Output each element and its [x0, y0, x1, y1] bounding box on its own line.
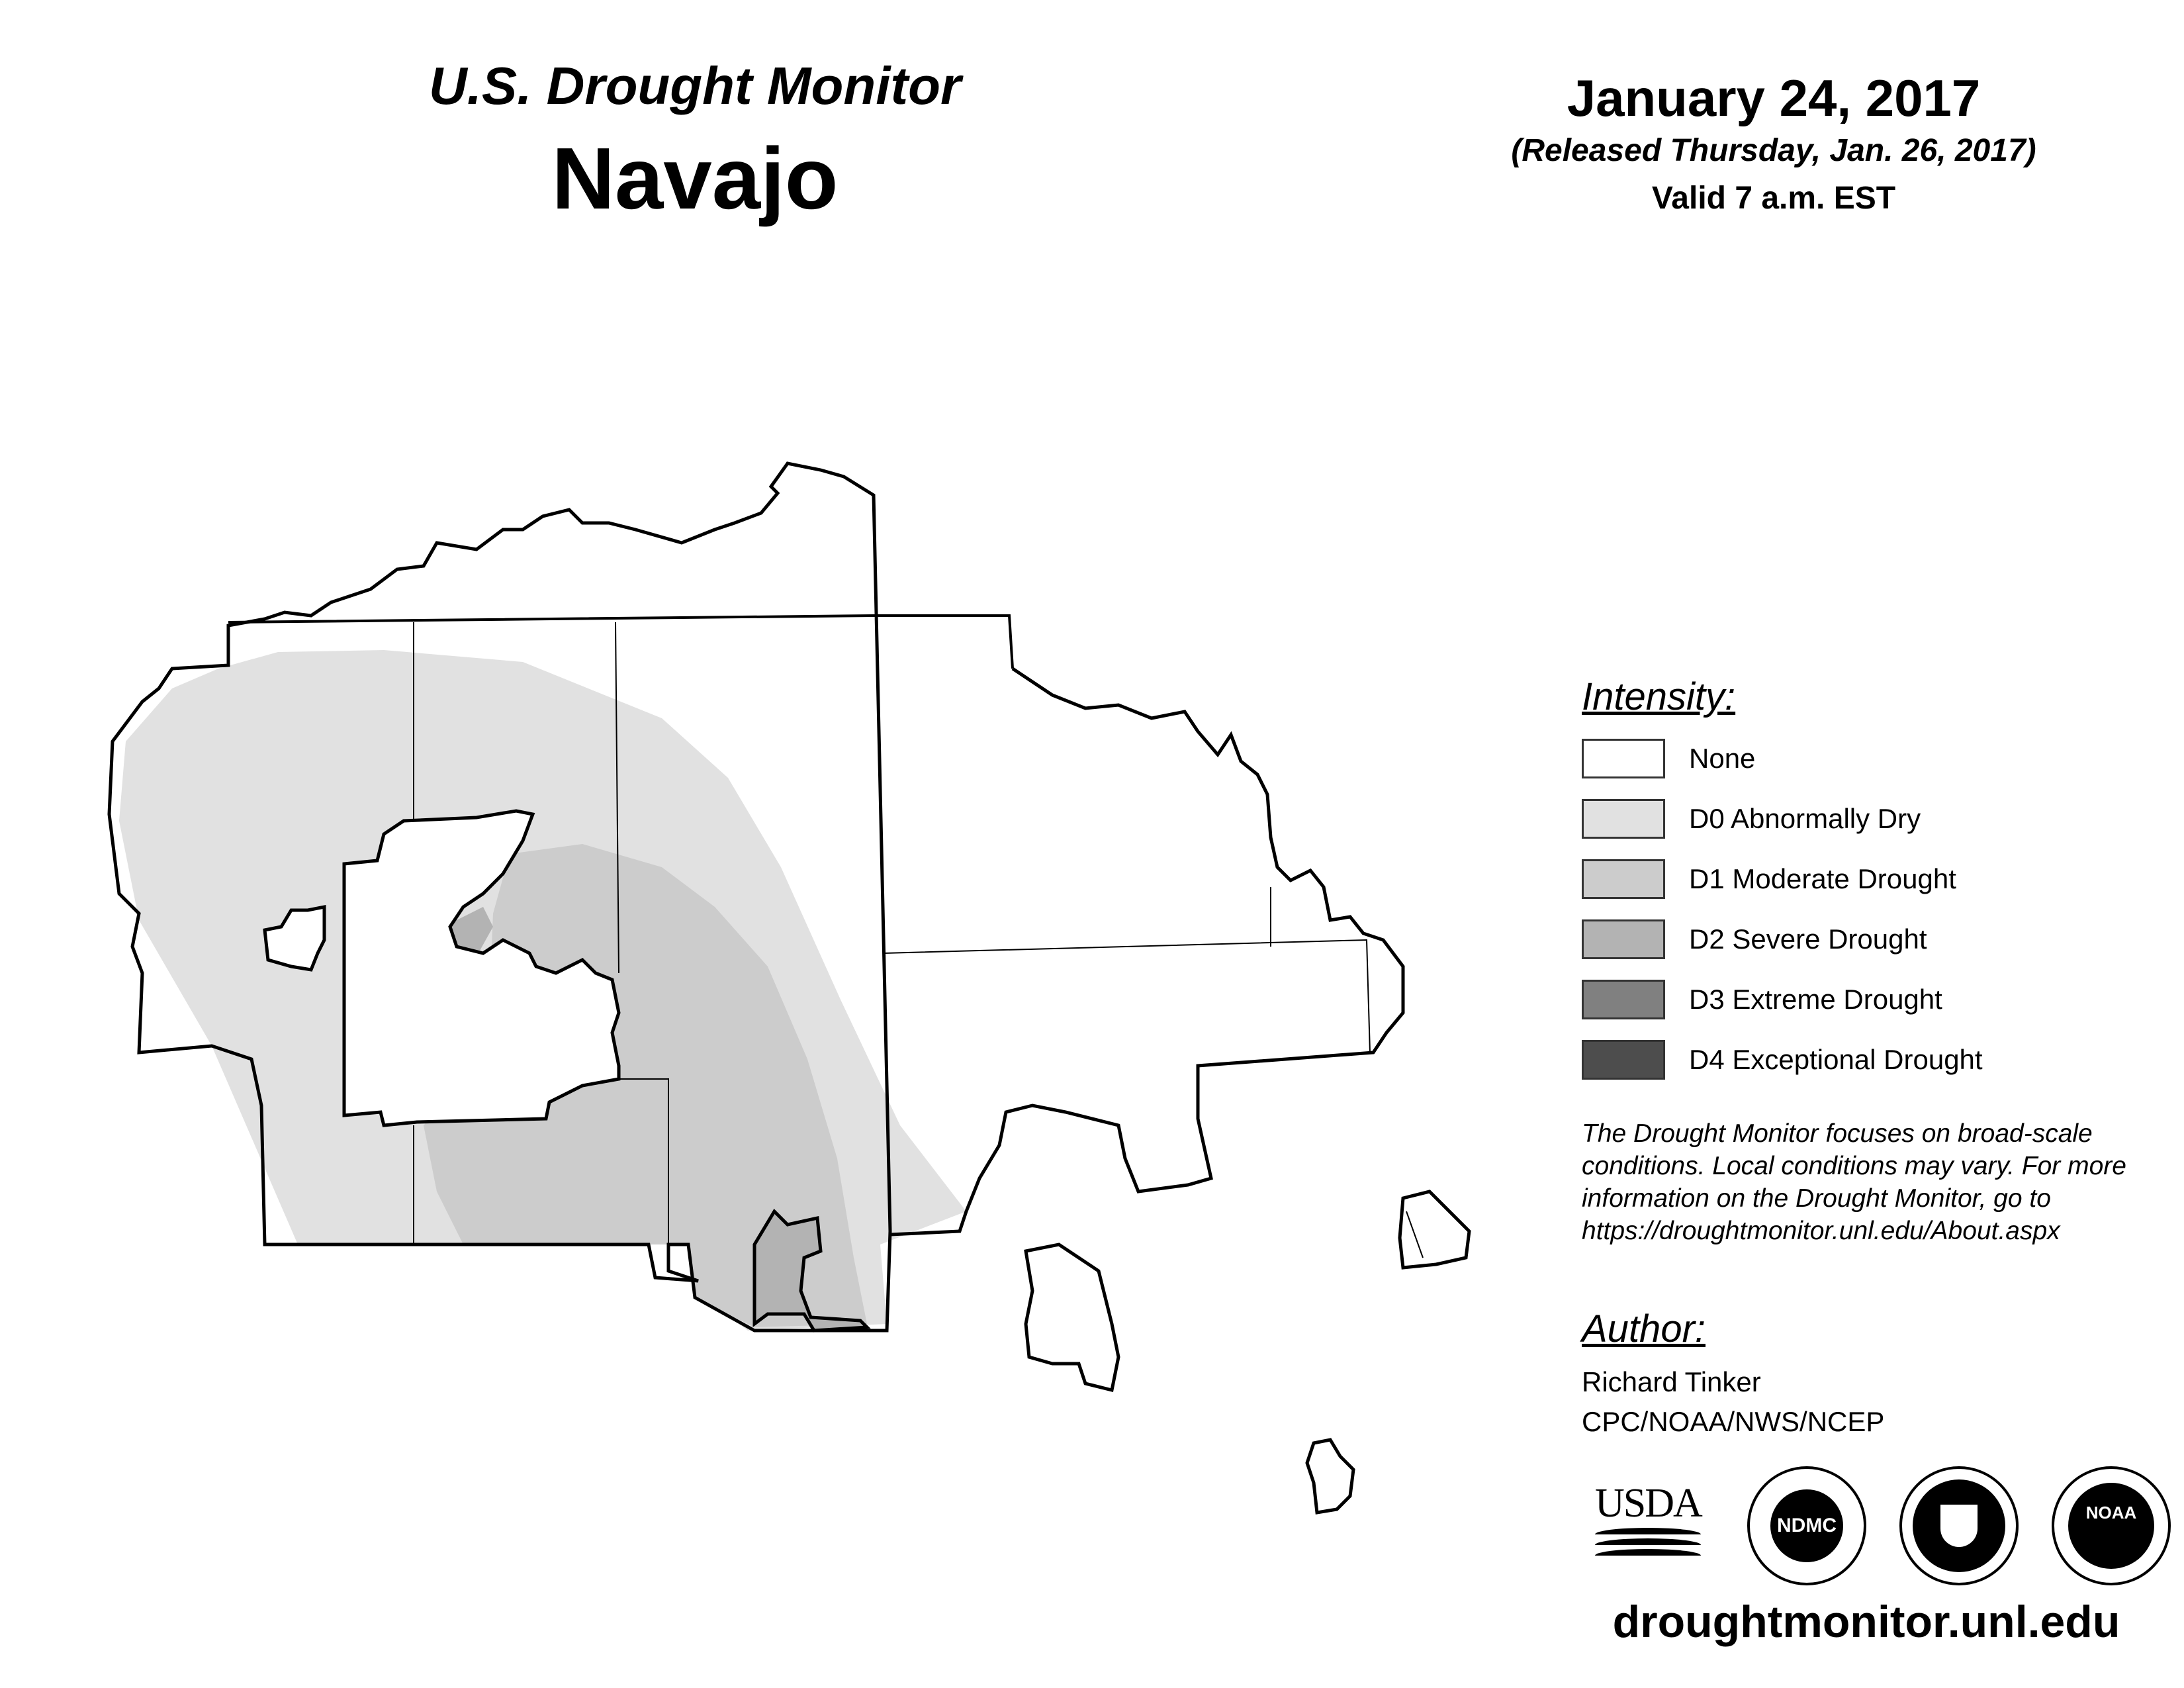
legend-label: D4 Exceptional Drought	[1689, 1044, 1983, 1075]
legend-item-d2	[1582, 916, 2164, 962]
disclaimer-line: The Drought Monitor focuses on broad-scale	[1582, 1119, 2093, 1148]
title-block	[199, 53, 1191, 232]
island-southeast	[1307, 1440, 1353, 1513]
disclaimer	[1582, 1117, 2177, 1247]
date-block	[1469, 66, 2078, 225]
disclaimer-link[interactable]: https://droughtmonitor.unl.edu/About.aspx	[1582, 1217, 2060, 1245]
website-link[interactable]: droughtmonitor.unl.edu	[1612, 1597, 2120, 1647]
eagle-shield-icon	[1913, 1479, 2005, 1572]
legend-label: D3 Extreme Drought	[1689, 984, 1942, 1015]
author-agency: CPC/NOAA/NWS/NCEP	[1582, 1406, 1885, 1437]
legend-item-d4	[1582, 1037, 2164, 1083]
legend-swatch	[1582, 739, 1665, 778]
intensity-legend	[1582, 672, 2164, 1097]
legend-label: D1 Moderate Drought	[1689, 863, 1956, 894]
disclaimer-line: information on the Drought Monitor, go to	[1582, 1184, 2051, 1213]
legend-item-none	[1582, 735, 2164, 782]
disclaimer-line: conditions. Local conditions may vary. For more	[1582, 1152, 2126, 1180]
author-block	[1582, 1304, 2164, 1442]
legend-item-d0	[1582, 796, 2164, 842]
island-northeast	[1400, 1192, 1469, 1268]
legend-swatch	[1582, 859, 1665, 899]
island-northeast-line	[1406, 1211, 1423, 1258]
legend-swatch	[1582, 980, 1665, 1019]
map-supertitle: U.S. Drought Monitor	[428, 56, 962, 115]
ndmc-logo-text: NDMC	[1770, 1489, 1843, 1562]
legend-label: D2 Severe Drought	[1689, 923, 1927, 955]
legend-item-d3	[1582, 976, 2164, 1023]
legend-swatch	[1582, 799, 1665, 839]
valid-time: Valid 7 a.m. EST	[1651, 181, 1896, 216]
legend-label: D0 Abnormally Dry	[1689, 803, 1921, 834]
usda-logo	[1595, 1483, 1701, 1559]
release-note: (Released Thursday, Jan. 26, 2017)	[1511, 133, 2036, 168]
eastern-interior-line	[884, 940, 1370, 1053]
noaa-logo	[2052, 1466, 2171, 1585]
legend-swatch	[1582, 1040, 1665, 1080]
legend-label: None	[1689, 743, 1756, 774]
department-of-commerce-seal	[1899, 1466, 2019, 1585]
legend-title: Intensity:	[1582, 675, 1736, 718]
author-name: Richard Tinker	[1582, 1366, 1761, 1397]
region-title: Navajo	[551, 130, 839, 227]
noaa-logo-text: NOAA	[2068, 1483, 2154, 1569]
island-checkerboard	[1026, 1244, 1118, 1390]
map-date: January 24, 2017	[1567, 69, 1981, 127]
legend-item-d1	[1582, 856, 2164, 902]
usda-logo-text: USDA	[1595, 1481, 1702, 1526]
author-title: Author:	[1582, 1307, 1706, 1350]
ndmc-logo	[1747, 1466, 1866, 1585]
usda-field-lines	[1595, 1528, 1701, 1556]
legend-swatch	[1582, 919, 1665, 959]
